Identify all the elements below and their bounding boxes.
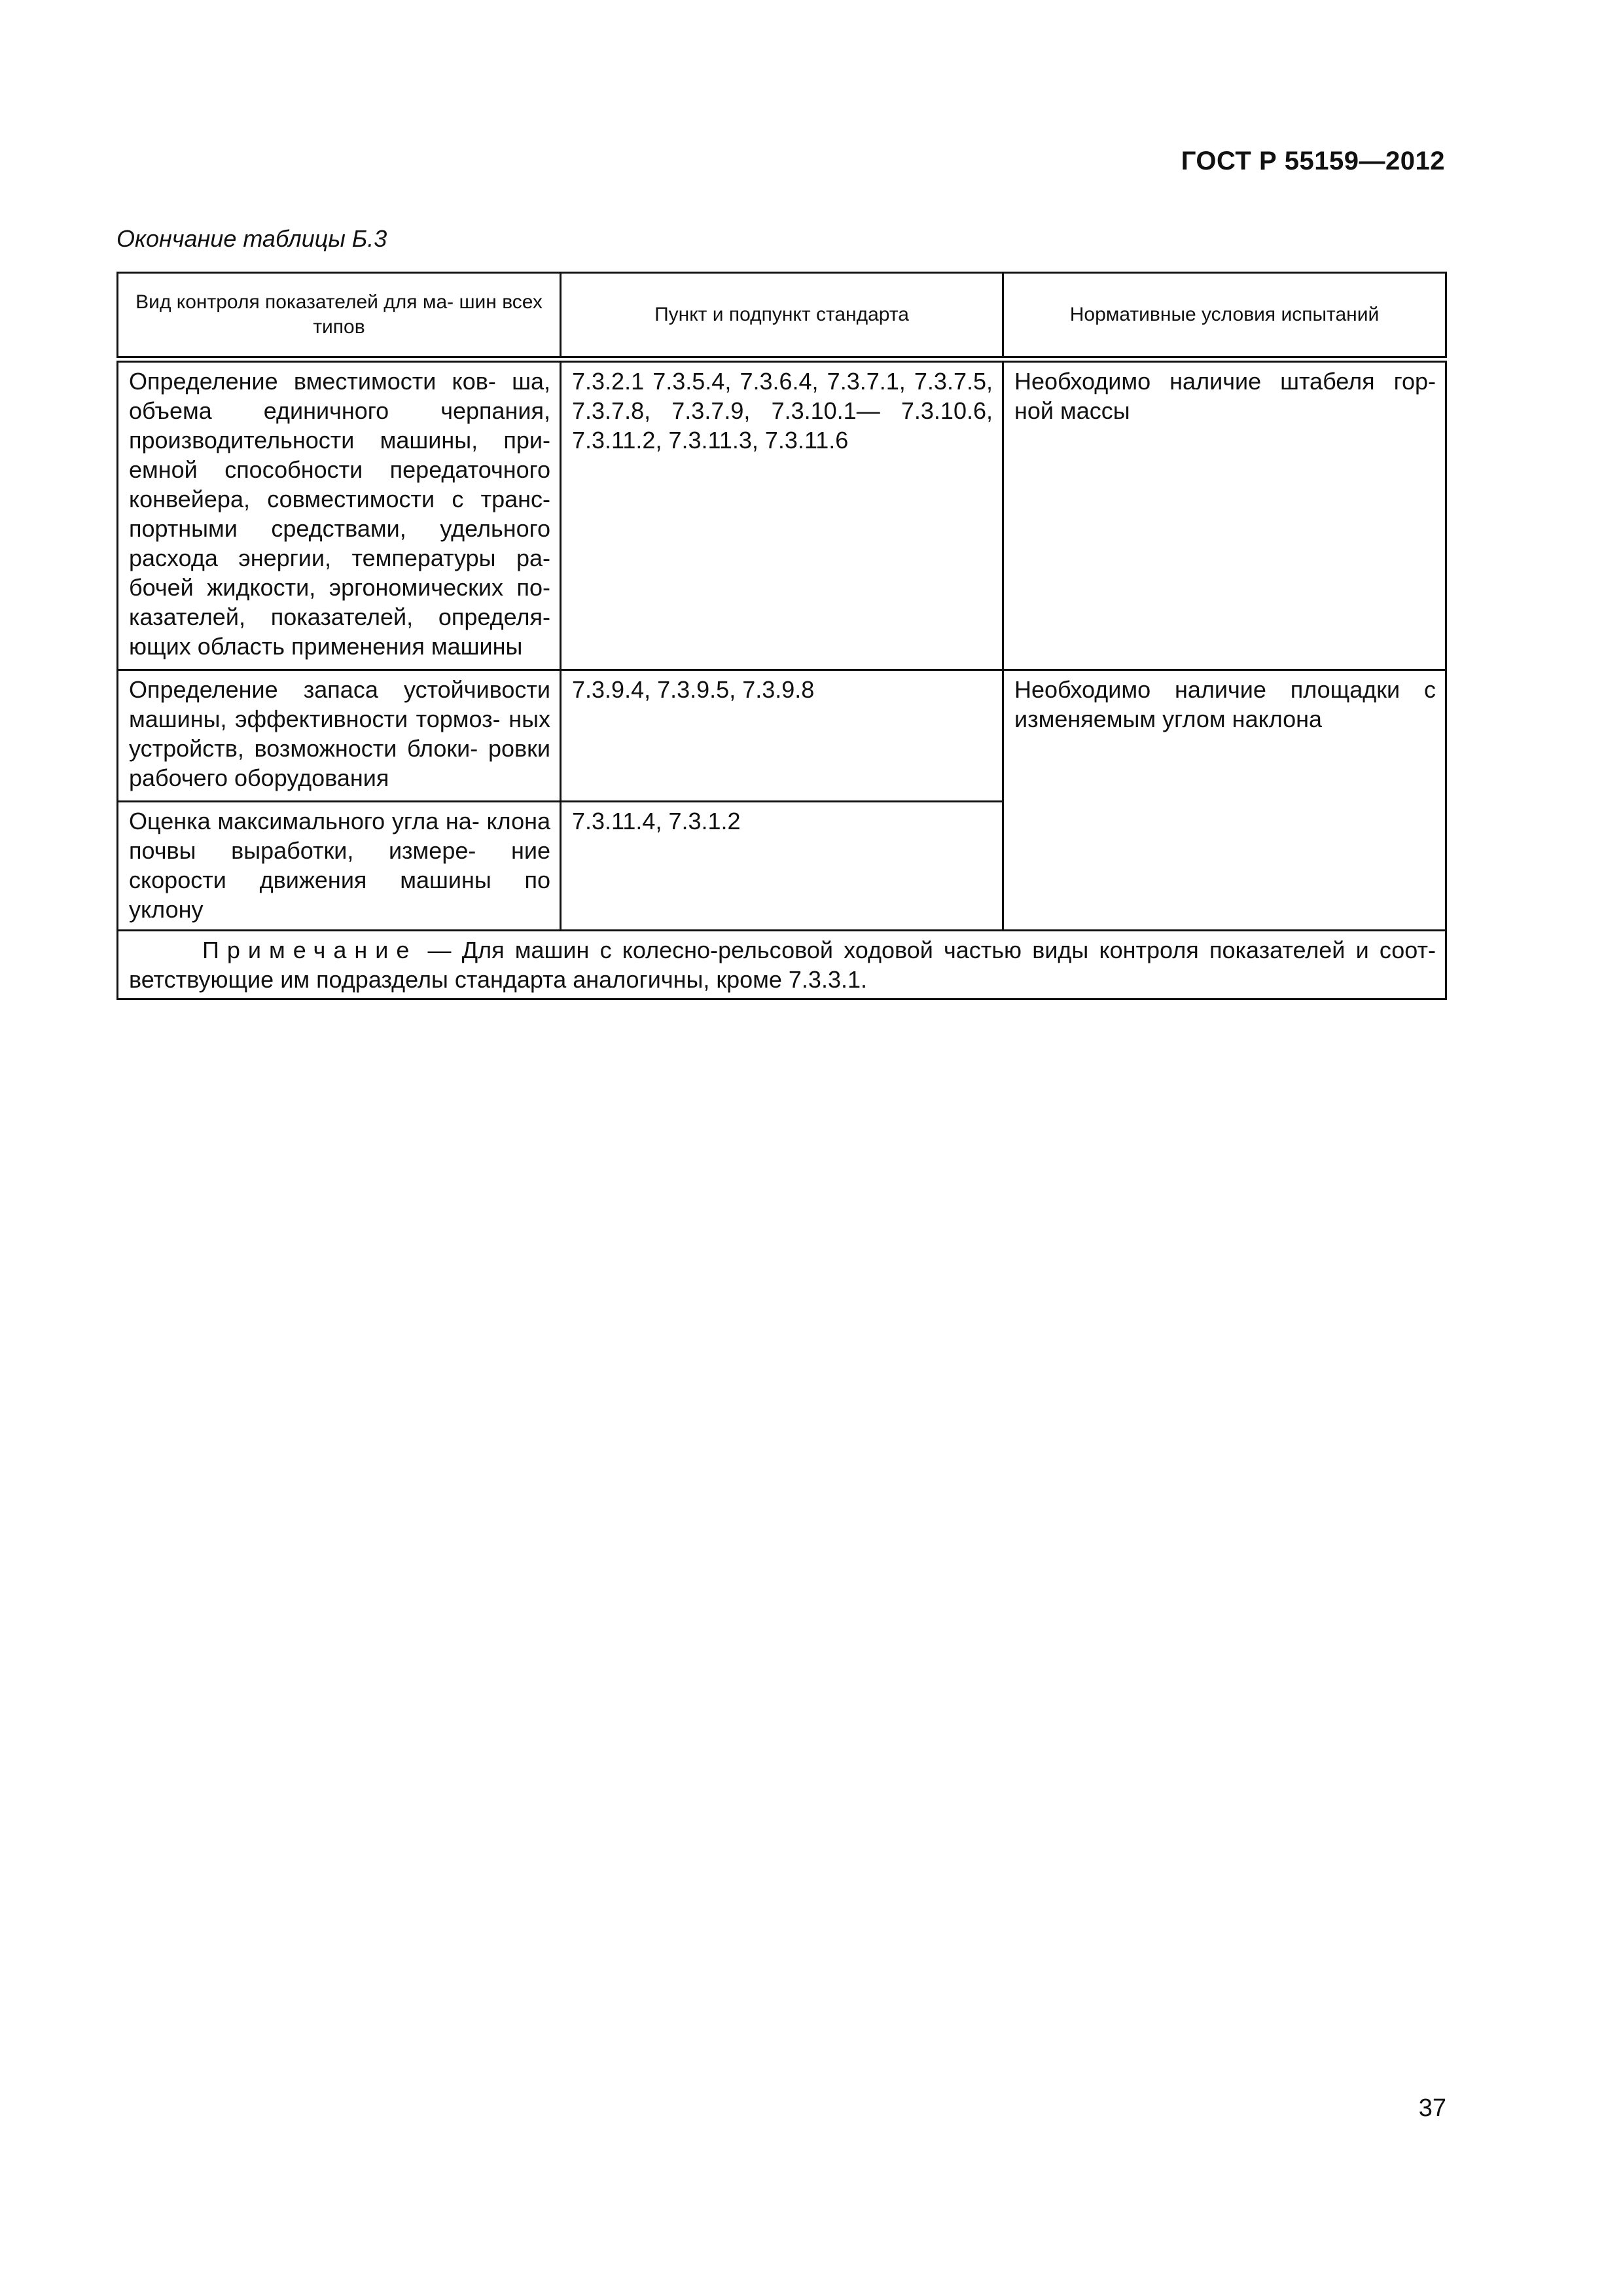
table-row [118, 670, 1446, 802]
cell-standard-clause: 7.3.2.1 7.3.5.4, 7.3.6.4, 7.3.7.1, 7.3.7.5, 7.3.7.8, 7.3.7.9, 7.3.10.1— 7.3.10.6, 7.3.11.2, 7.3.11.3, 7.3.11.6 [561, 359, 1003, 670]
header-standard-clause: Пункт и подпункт стандарта [561, 273, 1003, 360]
table-note [118, 931, 1446, 999]
page-number: 37 [1418, 2094, 1446, 2122]
cell-control-type: Определение вместимости ков- ша, объема единичного черпания, производительности машины, при- емной способности передаточного конвейера, совместимости с транс- портными средствами, удельного расхода энергии, температуры ра- бочей жидкости, эргономических по- казателей, показателей, определя- ющих область применения машины [118, 359, 561, 670]
table-note-row [118, 931, 1446, 999]
document-standard-header: ГОСТ Р 55159—2012 [1181, 147, 1445, 175]
note-label: Примечание [202, 937, 418, 963]
cell-control-type: Оценка максимального угла на- клона почвы выработки, измере- ние скорости движения машины по уклону [118, 802, 561, 931]
cell-standard-clause: 7.3.11.4, 7.3.1.2 [561, 802, 1003, 931]
header-test-conditions: Нормативные условия испытаний [1003, 273, 1446, 360]
table-header-row [118, 273, 1446, 360]
cell-control-type: Определение запаса устойчивости машины, эффективности тормоз- ных устройств, возможности блоки- ровки рабочего оборудования [118, 670, 561, 802]
note-text: — Для машин с колесно-рельсовой ходовой частью виды контроля показателей и соот- ветствующие им подразделы стандарта аналогичны, кроме 7.3.3.1. [129, 937, 1436, 993]
requirements-table [116, 272, 1447, 1000]
table-row [118, 359, 1446, 670]
cell-standard-clause: 7.3.9.4, 7.3.9.5, 7.3.9.8 [561, 670, 1003, 802]
table-continuation-caption: Окончание таблицы Б.3 [116, 225, 387, 252]
cell-test-conditions: Необходимо наличие площадки с изменяемым углом наклона [1003, 670, 1446, 931]
header-control-type: Вид контроля показателей для ма- шин всех типов [118, 273, 561, 360]
cell-test-conditions: Необходимо наличие штабеля гор- ной массы [1003, 359, 1446, 670]
